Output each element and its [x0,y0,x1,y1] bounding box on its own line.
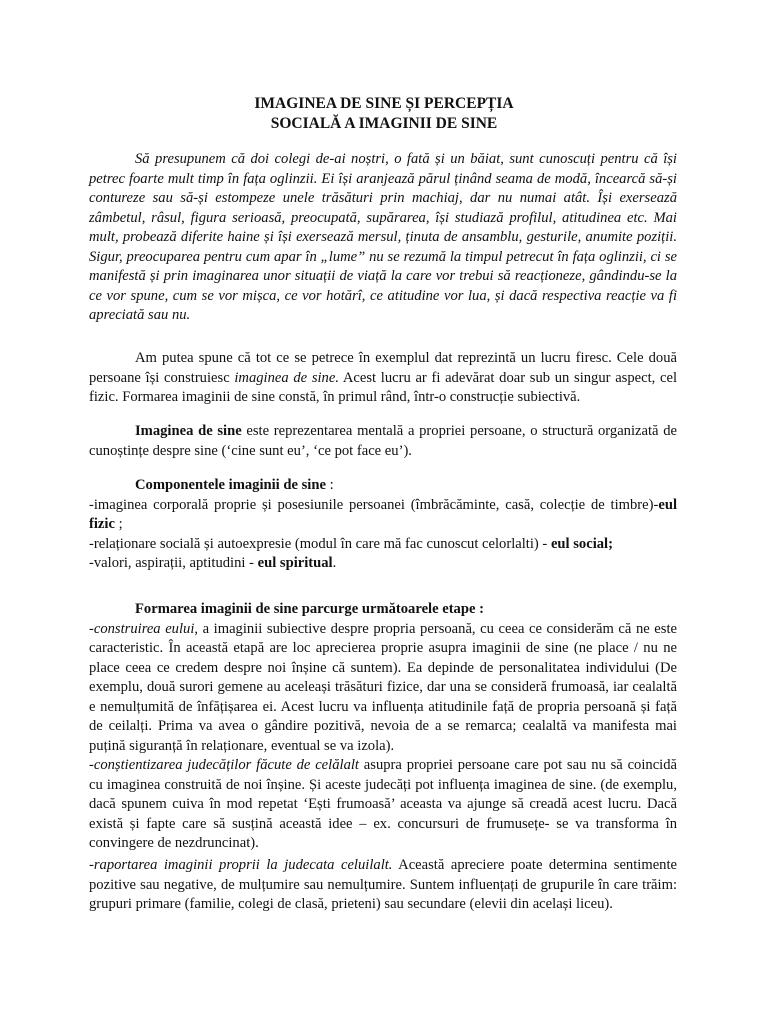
paragraph-text: Acest lucru ar fi adevărat doar sub un singur aspect, cel fizic. Formarea imaginii de sine constă, în primul rând, într-o construcție subiectivă. [89,369,677,405]
emphasis-imaginea-de-sine: imaginea de sine. [234,369,339,386]
stage-text: Această apreciere poate determina sentimente pozitive sau negative, de mulțumire sau nemulțumire. Suntem influențați de grupurile în care trăim: grupuri primare (familie, colegi de clasă, prieteni) sau secundare (elevii din același liceu). [89,857,677,912]
component-term-eul-spiritual: eul spiritual [257,555,333,571]
components-heading: Componentele imaginii de sine [135,477,326,493]
component-item [89,535,677,555]
intro-paragraph: Să presupunem că doi colegi de-ai noștri, o fată și un băiat, sunt cunoscuți pentru că își petrec foarte mult timp în fața oglinzii. Ei își aranjează părul ținând seama de modă, încearcă să-și contureze sau să-și estompeze unele trăsături prin machiaj, dar nu numai atât. Își exersează zâmbetul, râsul, figura serioasă, preocupată, supărarea, își studiază profilul, atitudinea etc. Mai mult, probează diferite haine și își exersează mersul, ținuta de ansamblu, gesturile, anumite poziții. Sigur, preocuparea pentru cum apar în „lume” nu se rezumă la timpul petrecut în fața oglinzii, ci se manifestă și prin imaginarea unor situații de viață la care vor trebui să reacționeze, gândindu-se la ce vor spune, cum se vor mișca, ce vor hotărî, ce atitudine vor lua, și dacă respectiva reacție va fi apreciată sau nu. [89,151,677,323]
stage-label: -construirea eului [89,620,195,637]
component-term-eul-social: eul social; [550,535,613,552]
component-suffix: . [332,555,337,571]
component-text: -relaționare socială și autoexpresie (modul în care mă fac cunoscut celorlalti) - [89,535,551,552]
stage-label: -conștientizarea judecăților făcute de celălalt [89,757,359,773]
component-term-eul-fizic: eul fizic [89,496,677,532]
stage-item [89,856,677,915]
stage-item [89,756,677,854]
stages-heading: Formarea imaginii de sine parcurge următoarele etape : [135,601,484,617]
component-item [89,496,677,535]
document-title [0,94,768,134]
stages-section [89,600,677,756]
stage-item [89,620,677,757]
component-text: -imaginea corporală proprie și posesiunile persoanei (îmbrăcăminte, casă, colecție de timbre)- [89,496,659,513]
stage-label: -raportarea imaginii proprii la judecata celuilalt. [89,857,393,873]
title-line-1: IMAGINEA DE SINE ȘI PERCEPȚIA [254,95,514,112]
component-text: -valori, aspirații, aptitudini - [89,555,258,571]
components-section [89,476,677,574]
components-heading-line [89,476,677,496]
definition-term: Imaginea de sine [135,423,242,439]
stage-text: asupra propriei persoane care pot sau nu să coincidă cu imaginea construită de noi înșine. Și aceste judecăți pot influența imaginea de sine. (de exemplu, dacă spunem cuiva în mod repetat ‘Ești frumoasă’ aceasta va ajunge să creadă acest lucru. Dacă există și fapte care să susțină această idee – ex. concursuri de frumusețe- se va transforma în convingere de nezdruncinat). [89,757,678,851]
paragraph-text: Am putea spune că tot ce se petrece în exemplul dat reprezintă un lucru firesc. Cele două persoane își construiesc [89,350,677,386]
title-line-2: SOCIALĂ A IMAGINII DE SINE [270,115,498,132]
stage-text: , a imaginii subiective despre propria persoană, cu ceea ce considerăm că ne este caracteristic. În această etapă are loc aprecierea proprie asupra imaginii de sine (ne place / nu ne place ceea ce credem despre noi înșine că suntem). Ea depinde de personalitatea individului (De exemplu, două surori gemene au aceleași trăsături fizice, dar una se consideră frumoasă, iar cealaltă e nemulțumită de înfățișarea ei. Acest lucru va influența atitudinile față de propria persoană și față de ceilalți. Prima va avea o gândire pozitivă, nevoia de a se remarca; cealaltă va manifesta mai puțină siguranță în relaționare, eventual se va izola). [89,620,677,754]
paragraph-imagine-fizica [89,349,677,408]
component-item [89,554,677,574]
components-heading-suffix: : [325,477,334,493]
definition-text: este reprezentarea mentală a propriei persoane, o structură organizată de cunoștințe despre sine (‘cine sunt eu’, ‘ce pot face eu’). [89,423,677,459]
component-suffix: ; [114,516,123,532]
definition-paragraph [89,422,677,461]
